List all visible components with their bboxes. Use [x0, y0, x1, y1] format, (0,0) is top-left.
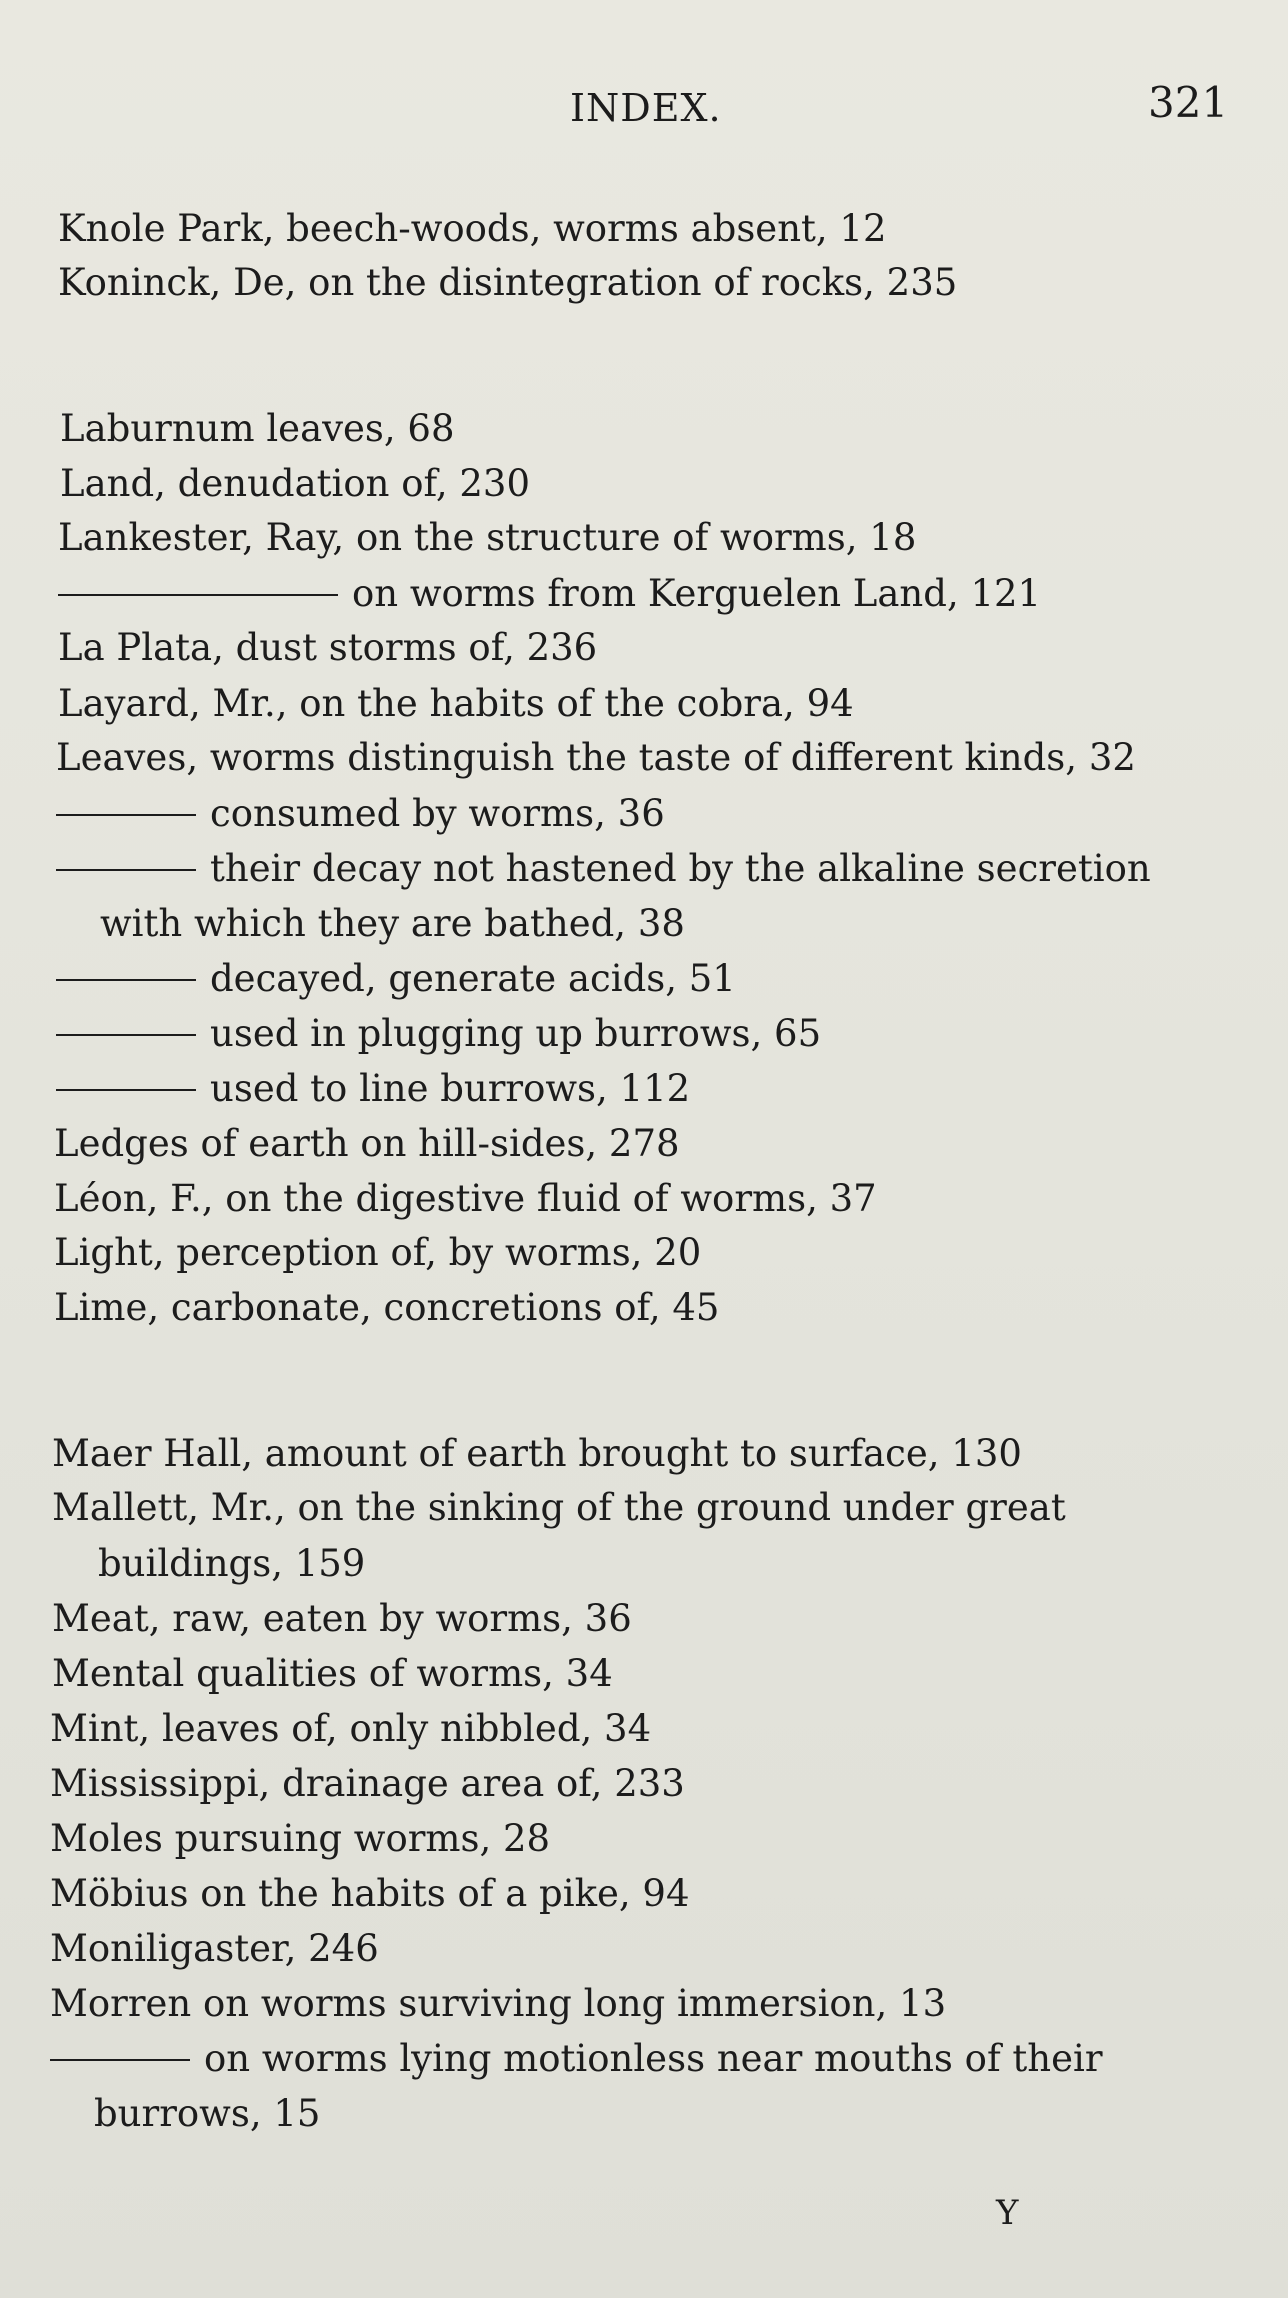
ditto-dash [50, 2059, 190, 2061]
entry-text: La Plata, dust storms of, 236 [58, 626, 598, 669]
entry-text: Layard, Mr., on the habits of the cobra, 94 [58, 682, 854, 725]
entry-text: buildings, 159 [98, 1542, 366, 1585]
entry-text: Mental qualities of worms, 34 [52, 1652, 613, 1695]
entry-text: Meat, raw, eaten by worms, 36 [52, 1597, 632, 1640]
entry-text: on worms lying motionless near mouths of their [204, 2037, 1103, 2080]
entry-text: Laburnum leaves, 68 [60, 407, 455, 450]
entry-text: Ledges of earth on hill-sides, 278 [54, 1122, 680, 1165]
entry-text: with which they are bathed, 38 [100, 902, 685, 945]
index-entry [54, 1120, 680, 1168]
ditto-dash [58, 594, 338, 596]
index-entry [58, 259, 957, 307]
entry-text: Maer Hall, amount of earth brought to surface, 130 [52, 1432, 1022, 1475]
index-entry [52, 1430, 1022, 1478]
index-entry [54, 1284, 719, 1332]
page-number: 321 [1148, 78, 1229, 127]
ditto-dash [56, 869, 196, 871]
entry-text: Knole Park, beech-woods, worms absent, 12 [58, 207, 887, 250]
entry-text: Mississippi, drainage area of, 233 [50, 1762, 685, 1805]
running-title: INDEX. [570, 86, 722, 130]
ditto-dash [56, 979, 196, 981]
entry-text: Land, denudation of, 230 [60, 462, 531, 505]
index-entry [54, 1229, 701, 1277]
index-entry [52, 1484, 1066, 1532]
entry-text: Moles pursuing worms, 28 [50, 1817, 551, 1860]
index-entry [50, 1760, 685, 1808]
index-subentry [56, 790, 665, 838]
entry-text: Light, perception of, by worms, 20 [54, 1231, 702, 1274]
index-entry-continuation [94, 2090, 320, 2138]
index-subentry [56, 1065, 690, 1113]
entry-text: consumed by worms, 36 [210, 792, 665, 835]
entry-text: Leaves, worms distinguish the taste of different kinds, 32 [56, 736, 1136, 779]
index-subentry [56, 1010, 821, 1058]
index-subentry [56, 845, 1151, 893]
index-subentry [50, 2035, 1103, 2083]
entry-text: Morren on worms surviving long immersion, 13 [50, 1982, 947, 2025]
entry-text: used to line burrows, 112 [210, 1067, 691, 1110]
entry-text: burrows, 15 [94, 2092, 321, 2135]
entry-text: Lankester, Ray, on the structure of worms, 18 [58, 516, 917, 559]
entry-text: Koninck, De, on the disintegration of rocks, 235 [58, 261, 958, 304]
entry-text: Mallett, Mr., on the sinking of the ground under great [52, 1486, 1066, 1529]
index-entry [52, 1595, 632, 1643]
entry-text: Moniligaster, 246 [50, 1927, 379, 1970]
ditto-dash [56, 1089, 196, 1091]
index-entry [58, 624, 597, 672]
entry-text: their decay not hastened by the alkaline secretion [210, 847, 1151, 890]
index-entry [50, 1815, 550, 1863]
entry-text: on worms from Kerguelen Land, 121 [352, 572, 1042, 615]
index-entry-continuation [100, 900, 685, 948]
index-entry [52, 1650, 613, 1698]
index-entry [56, 734, 1136, 782]
index-entry [50, 1925, 379, 1973]
entry-text: Mint, leaves of, only nibbled, 34 [50, 1707, 652, 1750]
entry-text: decayed, generate acids, 51 [210, 957, 736, 1000]
entry-text: Lime, carbonate, concretions of, 45 [54, 1286, 720, 1329]
entry-text: Möbius on the habits of a pike, 94 [50, 1872, 690, 1915]
entry-text: Léon, F., on the digestive fluid of worms, 37 [54, 1177, 877, 1220]
ditto-dash [56, 814, 196, 816]
index-entry [58, 680, 854, 728]
index-entry [58, 514, 916, 562]
signature-mark: Y [996, 2193, 1019, 2233]
index-entry-continuation [98, 1540, 365, 1588]
index-subentry [58, 570, 1041, 618]
index-entry [50, 1705, 651, 1753]
index-entry [60, 405, 455, 453]
entry-text: used in plugging up burrows, 65 [210, 1012, 822, 1055]
index-entry [60, 460, 530, 508]
index-subentry [56, 955, 736, 1003]
index-entry [54, 1175, 877, 1223]
index-entry [58, 205, 887, 253]
index-entry [50, 1980, 946, 2028]
index-entry [50, 1870, 690, 1918]
ditto-dash [56, 1034, 196, 1036]
